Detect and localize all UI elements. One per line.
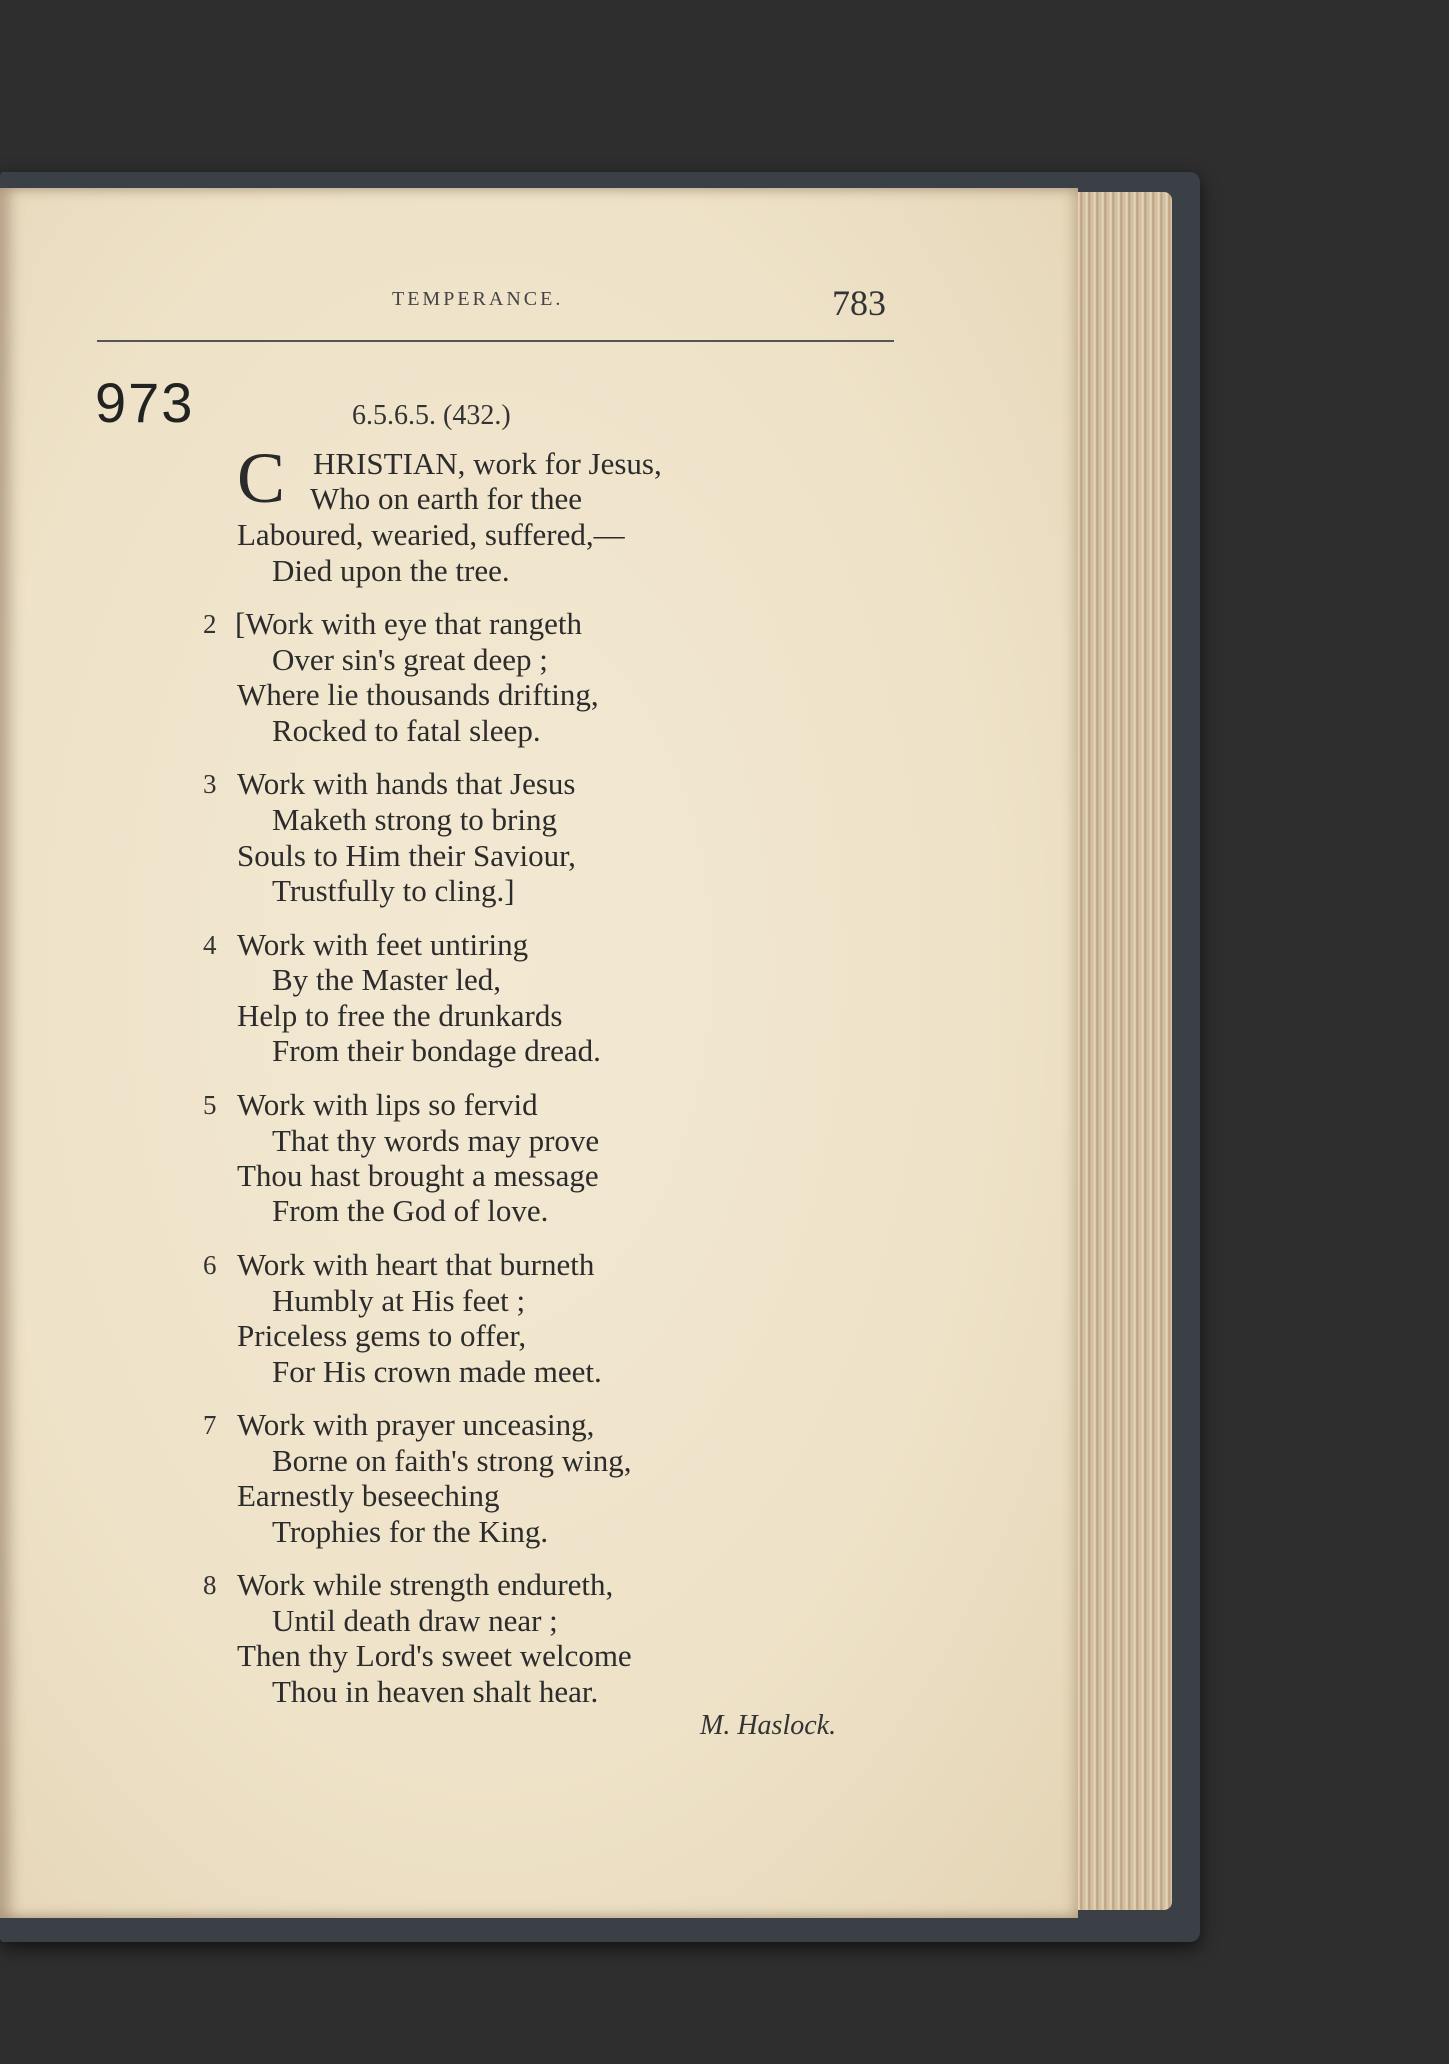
verse-7-line-4: Trophies for the King. — [272, 1514, 549, 1549]
verse-6-line-3: Priceless gems to offer, — [237, 1318, 527, 1353]
hymn-meter: 6.5.6.5. (432.) — [352, 400, 511, 431]
verse-2-line-3: Where lie thousands drifting, — [237, 677, 599, 712]
verse-5-line-3: Thou hast brought a message — [237, 1158, 599, 1193]
verse-3-line-3: Souls to Him their Saviour, — [237, 838, 576, 873]
verse-8-line-3: Then thy Lord's sweet welcome — [237, 1638, 632, 1673]
verse-2-line-1: [Work with eye that rangeth — [235, 606, 582, 641]
verse-6-number: 6 — [203, 1250, 217, 1280]
verse-7-number: 7 — [203, 1410, 217, 1440]
verse-6-line-2: Humbly at His feet ; — [272, 1283, 526, 1318]
verse-8-line-1: Work while strength endureth, — [237, 1567, 614, 1602]
verse-7-line-3: Earnestly beseeching — [237, 1478, 500, 1513]
verse-3-number: 3 — [203, 769, 217, 799]
verse-3-line-1: Work with hands that Jesus — [237, 766, 576, 801]
verse-4-number: 4 — [203, 930, 217, 960]
verse-1-line-4: Died upon the tree. — [272, 553, 510, 588]
verse-7-line-2: Borne on faith's strong wing, — [272, 1443, 632, 1478]
verse-4-line-2: By the Master led, — [272, 962, 502, 997]
verse-5-line-1: Work with lips so fervid — [237, 1087, 538, 1122]
verse-6-line-1: Work with heart that burneth — [237, 1247, 595, 1282]
verse-3-line-4: Trustfully to cling.] — [272, 873, 515, 908]
running-head: TEMPERANCE. — [392, 288, 564, 310]
hymn-number: 973 — [95, 371, 195, 434]
verse-7-line-1: Work with prayer unceasing, — [237, 1407, 595, 1442]
verse-2-line-2: Over sin's great deep ; — [272, 642, 548, 677]
verse-1-line-2: Who on earth for thee — [310, 481, 582, 516]
verse-4-line-4: From their bondage dread. — [272, 1033, 601, 1068]
verse-5-line-2: That thy words may prove — [272, 1123, 600, 1158]
verse-4-line-3: Help to free the drunkards — [237, 998, 563, 1033]
verse-4-line-1: Work with feet untiring — [237, 927, 529, 962]
verse-1-line-3: Laboured, wearied, suffered,— — [237, 517, 625, 552]
verse-8-number: 8 — [203, 1570, 217, 1600]
verse-5-line-4: From the God of love. — [272, 1193, 549, 1228]
verse-6-line-4: For His crown made meet. — [272, 1354, 602, 1389]
verse-8-line-2: Until death draw near ; — [272, 1603, 558, 1638]
verse-3-line-2: Maketh strong to bring — [272, 802, 557, 837]
hymn-attribution: M. Haslock. — [700, 1710, 837, 1741]
verse-2-number: 2 — [203, 609, 217, 639]
verse-2-line-4: Rocked to fatal sleep. — [272, 713, 541, 748]
page-number: 783 — [832, 283, 886, 323]
verse-1-line-1: HRISTIAN, work for Jesus, — [313, 446, 662, 481]
verse-5-number: 5 — [203, 1090, 217, 1120]
drop-cap: C — [237, 438, 286, 518]
verse-8-line-4: Thou in heaven shalt hear. — [272, 1674, 599, 1709]
header-rule — [97, 340, 894, 342]
